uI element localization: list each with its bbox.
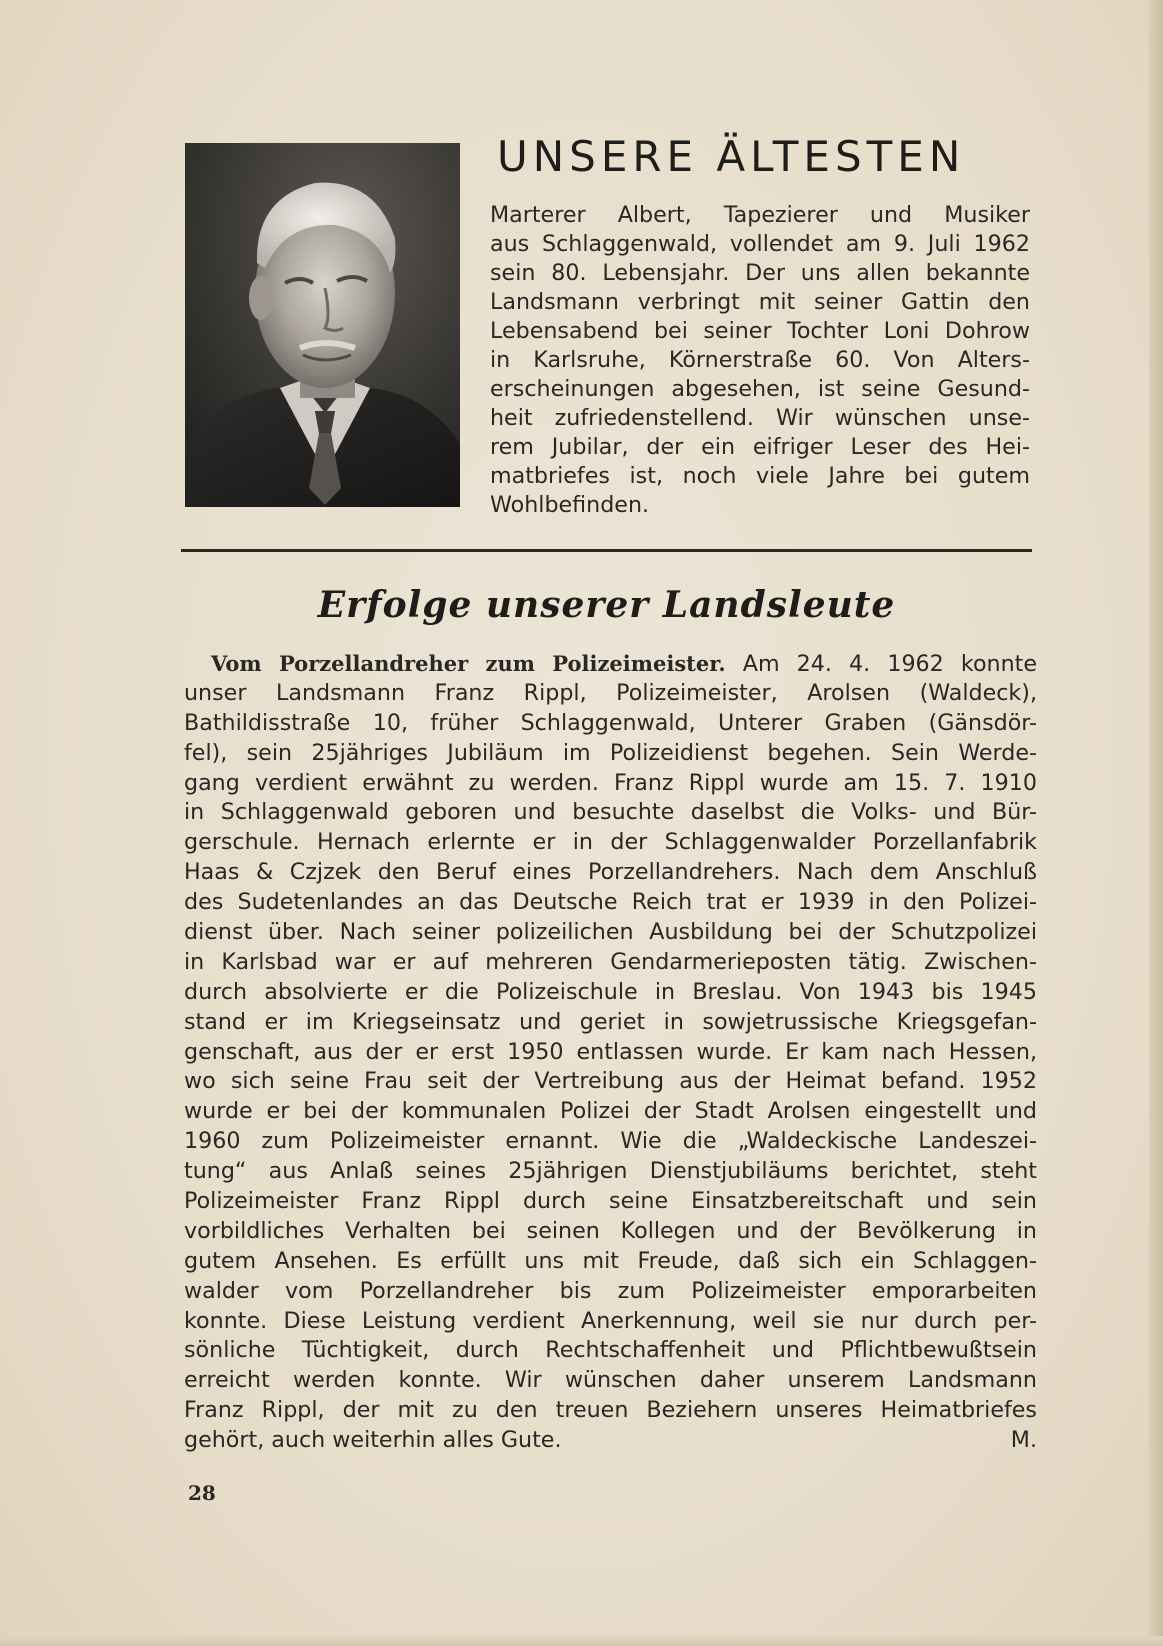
text-line: aus Schlaggenwald, vollendet am 9. Juli 1962	[490, 231, 1030, 257]
text-line: genschaft, aus der er erst 1950 entlassen wurde. Er kam nach Hessen,	[184, 1038, 1037, 1065]
text-line: Landsmann verbringt mit seiner Gattin den	[490, 289, 1030, 315]
text-line: Franz Rippl, der mit zu den treuen Beziehern unseres Heimatbriefes	[184, 1397, 1037, 1424]
text-line: Wohlbefinden.	[490, 492, 650, 518]
section-altesten-text	[490, 201, 1030, 520]
text-line: gutem Ansehen. Es erfüllt uns mit Freude, daß sich ein Schlaggen-	[184, 1247, 1037, 1274]
text-line: vorbildliches Verhalten bei seinen Kollegen und der Bevölkerung in	[184, 1217, 1037, 1244]
portrait-photo	[185, 143, 460, 507]
text-line: sein 80. Lebensjahr. Der uns allen bekannte	[490, 260, 1030, 286]
text-line: wurde er bei der kommunalen Polizei der Stadt Arolsen eingestellt und	[184, 1098, 1037, 1125]
text-line: gang verdient erwähnt zu werden. Franz Rippl wurde am 15. 7. 1910	[184, 769, 1037, 796]
text-line: erscheinungen abgesehen, ist seine Gesund-	[490, 376, 1030, 402]
text-line: erreicht werden konnte. Wir wünschen daher unserem Landsmann	[184, 1367, 1037, 1394]
article-lead: Vom Porzellandreher zum Polizeimeister.	[211, 651, 726, 676]
text-line-closing: gehört, auch weiterhin alles Gute.	[184, 1427, 562, 1454]
section-erfolge-text	[184, 649, 1037, 1456]
text-line: tung“ aus Anlaß seines 25jährigen Dienstjubiläums berichtet, steht	[184, 1158, 1037, 1185]
text-line: 1960 zum Polizeimeister ernannt. Wie die „Waldeckische Landeszei-	[184, 1128, 1037, 1155]
text-line: walder vom Porzellandreher bis zum Polizeimeister emporarbeiten	[184, 1277, 1037, 1304]
text-line: gerschule. Hernach erlernte er in der Schlaggenwalder Porzellanfabrik	[184, 829, 1037, 856]
text-line-last	[184, 1426, 1037, 1456]
text-line: rem Jubilar, der ein eifriger Leser des Hei-	[490, 434, 1030, 460]
text-line: in Karlsruhe, Körnerstraße 60. Von Alters-	[490, 347, 1030, 373]
text-line: in Schlaggenwald geboren und besuchte daselbst die Volks- und Bür-	[184, 799, 1037, 826]
text-line: fel), sein 25jähriges Jubiläum im Polizeidienst begehen. Sein Werde-	[184, 739, 1037, 766]
text-line: Bathildisstraße 10, früher Schlaggenwald, Unterer Graben (Gänsdör-	[184, 709, 1037, 736]
section-title-erfolge: Erfolge unserer Landsleute	[317, 584, 896, 626]
text-line-first	[184, 649, 1037, 679]
text-line: matbriefes ist, noch viele Jahre bei gutem	[490, 463, 1030, 489]
text-line: unser Landsmann Franz Rippl, Polizeimeister, Arolsen (Waldeck),	[184, 679, 1037, 706]
text-line: Marterer Albert, Tapezierer und Musiker	[490, 202, 1030, 228]
section-title-unsere-altesten: UNSERE ÄLTESTEN	[497, 132, 966, 181]
text-line-rest: Am 24. 4. 1962 konnte	[742, 651, 1037, 677]
text-line: durch absolvierte er die Polizeischule in Breslau. Von 1943 bis 1945	[184, 978, 1037, 1005]
text-line: stand er im Kriegseinsatz und geriet in sowjetrussische Kriegsgefan-	[184, 1008, 1037, 1035]
text-line: Polizeimeister Franz Rippl durch seine Einsatzbereitschaft und sein	[184, 1188, 1037, 1215]
page-number: 28	[188, 1481, 216, 1505]
portrait-image	[185, 143, 460, 507]
text-line: sönliche Tüchtigkeit, durch Rechtschaffenheit und Pflichtbewußtsein	[184, 1337, 1037, 1364]
text-line: wo sich seine Frau seit der Vertreibung aus der Heimat befand. 1952	[184, 1068, 1037, 1095]
text-line: konnte. Diese Leistung verdient Anerkennung, weil sie nur durch per-	[184, 1307, 1037, 1334]
text-line: in Karlsbad war er auf mehreren Gendarmerieposten tätig. Zwischen-	[184, 948, 1037, 975]
page-edge	[1149, 0, 1163, 1646]
text-line: Haas & Czjzek den Beruf eines Porzellandrehers. Nach dem Anschluß	[184, 859, 1037, 886]
text-line: Lebensabend bei seiner Tochter Loni Dohrow	[490, 318, 1030, 344]
text-line: des Sudetenlandes an das Deutsche Reich trat er 1939 in den Polizei-	[184, 889, 1037, 916]
author-signature: M.	[1010, 1427, 1037, 1454]
text-line: heit zufriedenstellend. Wir wünschen unse-	[490, 405, 1030, 431]
section-divider	[181, 549, 1032, 552]
page-bottom-edge	[0, 1636, 1163, 1646]
text-line: dienst über. Nach seiner polizeilichen Ausbildung bei der Schutzpolizei	[184, 919, 1037, 946]
